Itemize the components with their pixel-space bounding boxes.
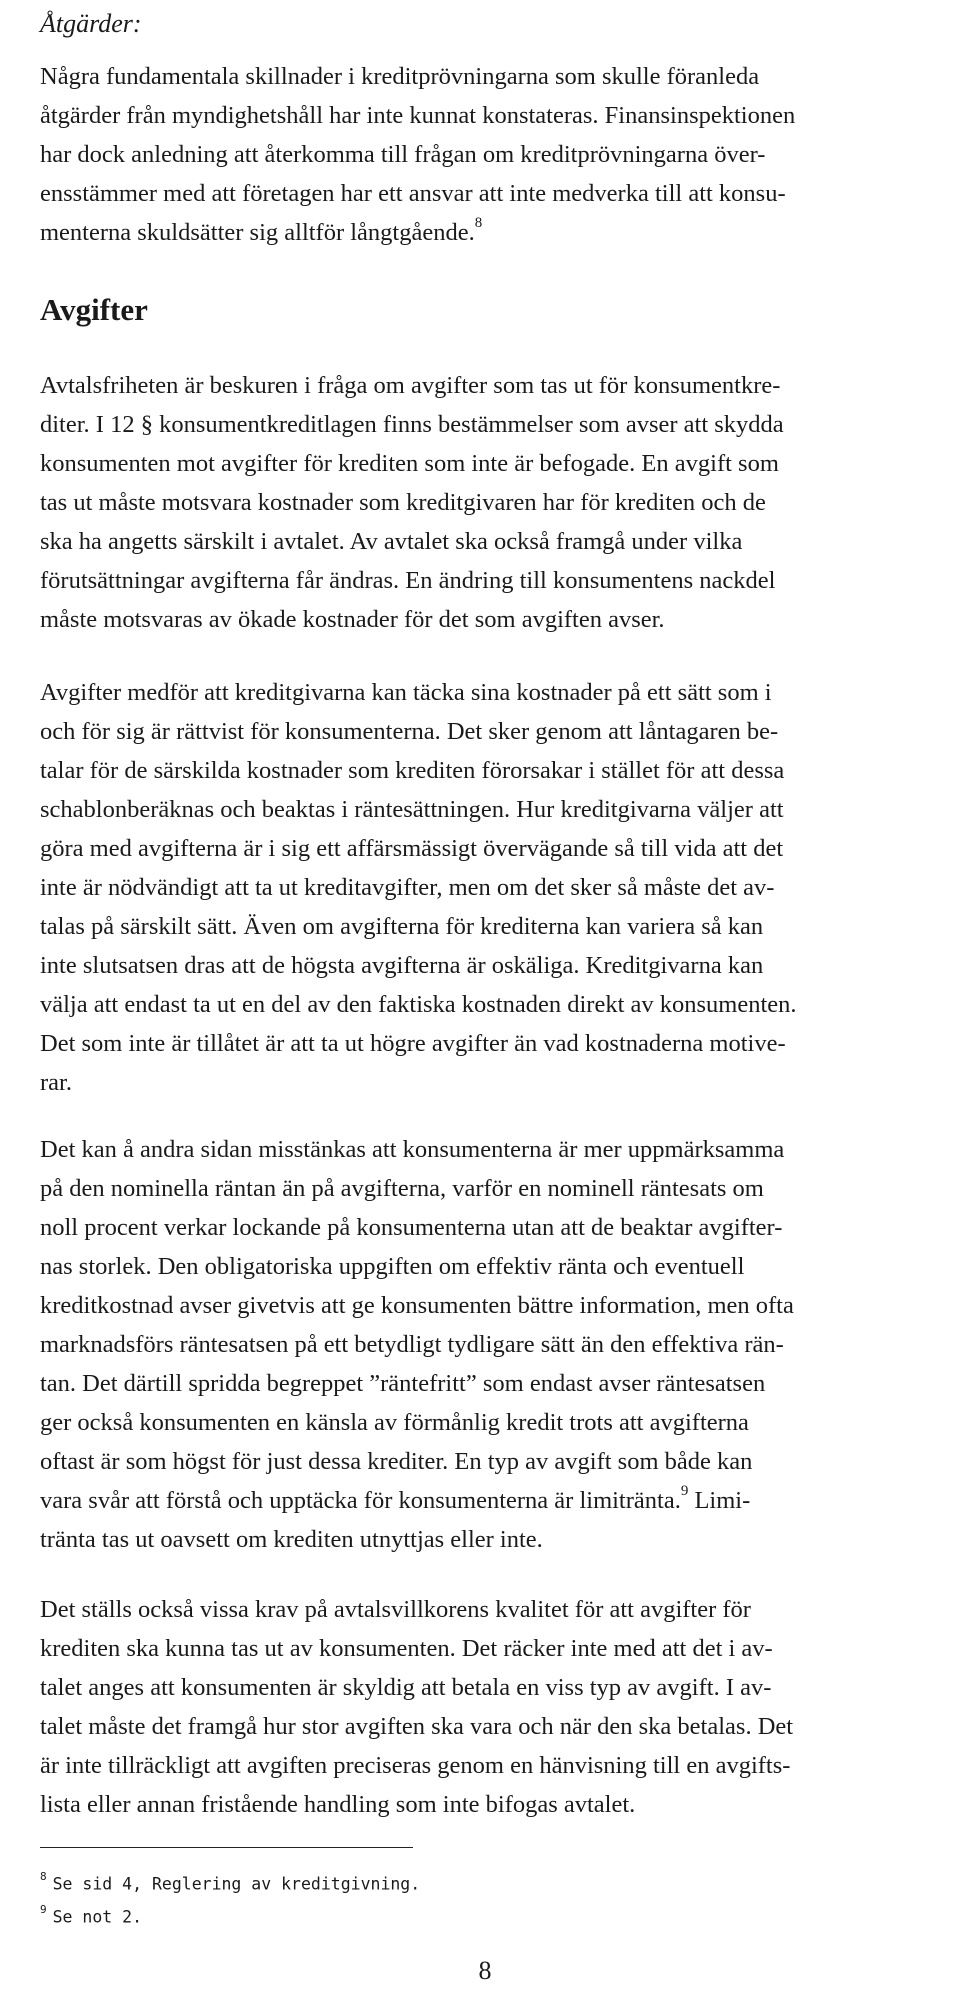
paragraph-line: måste motsvaras av ökade kostnader för det som avgiften avser.	[40, 606, 665, 633]
paragraph-line: nas storlek. Den obligatoriska uppgiften om effektiv ränta och eventuell	[40, 1253, 745, 1280]
footnote-reference: 8	[474, 214, 483, 231]
paragraph-line: på den nominella räntan än på avgifterna, varför en nominell räntesats om	[40, 1175, 764, 1202]
paragraph-line: Avgifter medför att kreditgivarna kan täcka sina kostnader på ett sätt som i	[40, 679, 772, 706]
paragraph-line: konsumenten mot avgifter för krediten som inte är befogade. En avgift som	[40, 450, 779, 477]
paragraph-line: inte är nödvändigt att ta ut kreditavgifter, men om det sker så måste det av-	[40, 874, 775, 901]
paragraph-line: ska ha angetts särskilt i avtalet. Av avtalet ska också framgå under vilka	[40, 528, 743, 555]
paragraph-line	[40, 213, 930, 252]
paragraph-line: kreditkostnad avser givetvis att ge konsumenten bättre information, men ofta	[40, 1292, 794, 1319]
paragraph-4	[40, 1130, 930, 1559]
footnote-item	[40, 1866, 420, 1899]
footnote-divider	[40, 1847, 413, 1848]
footnote-text: Se not 2.	[52, 1907, 143, 1926]
section-label: Åtgärder:	[40, 9, 142, 38]
footnote-reference: 9	[680, 1482, 689, 1499]
paragraph-line: har dock anledning att återkomma till frågan om kreditprövningarna över-	[40, 141, 766, 168]
paragraph-line: marknadsförs räntesatsen på ett betydligt tydligare sätt än den effektiva rän-	[40, 1331, 784, 1358]
paragraph-line-text: vara svår att förstå och upptäcka för konsumenterna är limitränta.	[40, 1487, 681, 1514]
paragraph-line: oftast är som högst för just dessa krediter. En typ av avgift som både kan	[40, 1448, 753, 1475]
paragraph-line: Avtalsfriheten är beskuren i fråga om avgifter som tas ut för konsumentkre-	[40, 372, 781, 399]
paragraph-line: tränta tas ut oavsett om krediten utnyttjas eller inte.	[40, 1526, 543, 1553]
page-number: 8	[478, 1956, 492, 1985]
paragraph-line: lista eller annan fristående handling som inte bifogas avtalet.	[40, 1791, 636, 1818]
paragraph-line: diter. I 12 § konsumentkreditlagen finns bestämmelser som avser att skydda	[40, 411, 784, 438]
paragraph-line: tan. Det därtill spridda begreppet ”räntefritt” som endast avser räntesatsen	[40, 1370, 766, 1397]
paragraph-2	[40, 366, 930, 639]
paragraph-line: noll procent verkar lockande på konsumenterna utan att de beaktar avgifter-	[40, 1214, 783, 1241]
footnote-number: 9	[40, 1902, 47, 1916]
paragraph-line: talas på särskilt sätt. Även om avgifterna för krediterna kan variera så kan	[40, 913, 764, 940]
paragraph-3	[40, 673, 930, 1102]
paragraph-line: tas ut måste motsvara kostnader som kreditgivaren har för krediten och de	[40, 489, 766, 516]
paragraph-1	[40, 57, 930, 252]
document-page	[40, 0, 930, 2008]
paragraph-line: är inte tillräckligt att avgiften preciseras genom en hänvisning till en avgifts-	[40, 1752, 791, 1779]
paragraph-line: göra med avgifterna är i sig ett affärsmässigt övervägande så till vida att det	[40, 835, 784, 862]
section-heading: Avgifter	[40, 292, 148, 327]
paragraph-line: välja att endast ta ut en del av den faktiska kostnaden direkt av konsumenten.	[40, 991, 797, 1018]
footnote-number: 8	[40, 1870, 47, 1883]
paragraph-line: åtgärder från myndighetshåll har inte kunnat konstateras. Finansinspektionen	[40, 102, 796, 129]
paragraph-line: ger också konsumenten en känsla av förmånlig kredit trots att avgifterna	[40, 1409, 749, 1436]
paragraph-line: talet måste det framgå hur stor avgiften ska vara och när den ska betalas. Det	[40, 1713, 794, 1740]
paragraph-line: talar för de särskilda kostnader som krediten förorsakar i stället för att dessa	[40, 757, 785, 784]
paragraph-line: schablonberäknas och beaktas i räntesättningen. Hur kreditgivarna väljer att	[40, 796, 784, 823]
paragraph-line: Det ställs också vissa krav på avtalsvillkorens kvalitet för att avgifter för	[40, 1596, 751, 1623]
paragraph-line-text: menterna skuldsätter sig alltför långtgående.	[40, 219, 475, 246]
paragraph-line: talet anges att konsumenten är skyldig att betala en viss typ av avgift. I av-	[40, 1674, 772, 1701]
footnotes	[40, 1866, 420, 1931]
paragraph-line: Det som inte är tillåtet är att ta ut högre avgifter än vad kostnaderna motive-	[40, 1030, 786, 1057]
paragraph-line: ensstämmer med att företagen har ett ansvar att inte medverka till att konsu-	[40, 180, 786, 207]
paragraph-line	[40, 1481, 930, 1520]
paragraph-line: rar.	[40, 1069, 72, 1096]
paragraph-line: Det kan å andra sidan misstänkas att konsumenterna är mer uppmärksamma	[40, 1136, 785, 1163]
paragraph-line: inte slutsatsen dras att de högsta avgifterna är oskäliga. Kreditgivarna kan	[40, 952, 764, 979]
paragraph-line: krediten ska kunna tas ut av konsumenten. Det räcker inte med att det i av-	[40, 1635, 773, 1662]
paragraph-line: och för sig är rättvist för konsumenterna. Det sker genom att låntagaren be-	[40, 718, 779, 745]
paragraph-line: Några fundamentala skillnader i kreditprövningarna som skulle föranleda	[40, 63, 760, 90]
paragraph-line-text: Limi-	[688, 1487, 751, 1514]
footnote-text: Se sid 4, Reglering av kreditgivning.	[52, 1874, 421, 1894]
paragraph-5	[40, 1590, 930, 1824]
footnote-item	[40, 1899, 420, 1932]
paragraph-line: förutsättningar avgifterna får ändras. En ändring till konsumentens nackdel	[40, 567, 776, 594]
